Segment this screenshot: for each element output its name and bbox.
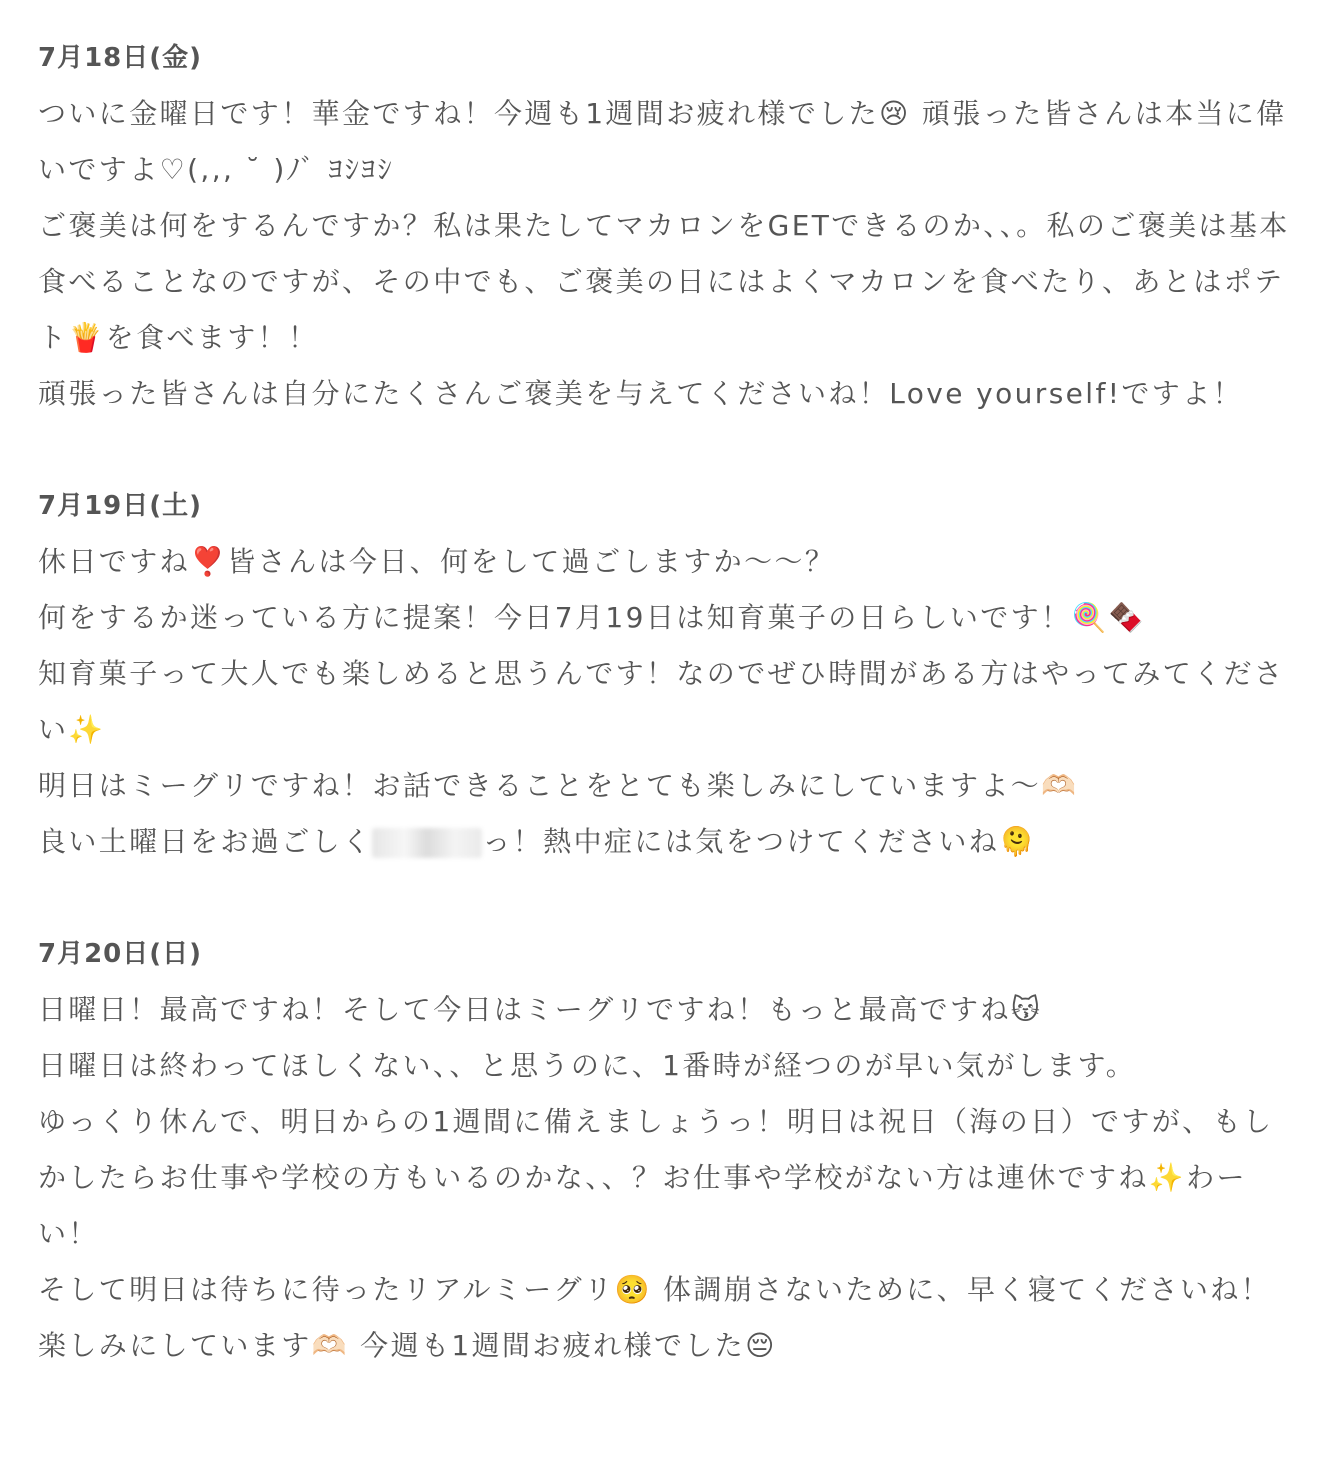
entry-paragraph: ついに金曜日です！華金ですね！今週も1週間お疲れ様でした😢 頑張った皆さんは本当に偉いですよ♡(,,, ˘ )ﾉﾞ ﾖｼﾖｼ bbox=[38, 97, 1287, 186]
entry-paragraph: ゆっくり休んで、明日からの1週間に備えましょうっ！明日は祝日（海の日）ですが、もしかしたらお仕事や学校の方もいるのかな、、？お仕事や学校がない方は連休ですね✨わーい！ bbox=[38, 1105, 1274, 1250]
entry-paragraph: そして明日は待ちに待ったリアルミーグリ🥺 体調崩さないために、早く寝てくださいね！楽しみにしています🫶🏻 今週も1週間お疲れ様でした😔 bbox=[38, 1273, 1272, 1362]
entry-paragraph: 何をするか迷っている方に提案！今日7月19日は知育菓子の日らしいです！🍭🍫 bbox=[38, 601, 1146, 634]
entry-date: 7月19日(土) bbox=[38, 491, 203, 521]
entry-paragraph: 知育菓子って大人でも楽しめると思うんです！なのでぜひ時間がある方はやってみてください✨ bbox=[38, 657, 1285, 746]
diary-entry-0720 bbox=[38, 926, 1300, 1374]
entry-paragraph-last bbox=[38, 814, 1300, 870]
entry-date: 7月20日(日) bbox=[38, 939, 203, 969]
blog-body bbox=[38, 30, 1300, 1374]
entry-paragraph: 日曜日は終わってほしくない、、と思うのに、1番時が経つのが早い気がします。 bbox=[38, 1049, 1137, 1082]
entry-text-before-blur: 良い土曜日をお過ごしく bbox=[38, 825, 373, 858]
entry-paragraph: ご褒美は何をするんですか？私は果たしてマカロンをGETできるのか、、。私のご褒美は基本食べることなのですが、その中でも、ご褒美の日にはよくマカロンを食べたり、あとはポテト🍟を食べます！！ bbox=[38, 209, 1290, 354]
entry-date: 7月18日(金) bbox=[38, 43, 203, 73]
entry-text-after-blur: っ！熱中症には気をつけてくださいね🫠 bbox=[482, 825, 1037, 858]
entry-paragraph: 日曜日！最高ですね！そして今日はミーグリですね！もっと最高ですね😽 bbox=[38, 993, 1043, 1026]
diary-entry-0718 bbox=[38, 30, 1300, 422]
entry-paragraph: 明日はミーグリですね！お話できることをとても楽しみにしていますよ〜🫶🏻 bbox=[38, 769, 1079, 802]
entry-paragraph: 頑張った皆さんは自分にたくさんご褒美を与えてくださいね！Love yourself!ですよ！ bbox=[38, 377, 1243, 410]
diary-entry-0719 bbox=[38, 478, 1300, 870]
blurred-text-region bbox=[372, 828, 482, 858]
entry-paragraph: 休日ですね❣️皆さんは今日、何をして過ごしますか〜〜？ bbox=[38, 545, 836, 578]
